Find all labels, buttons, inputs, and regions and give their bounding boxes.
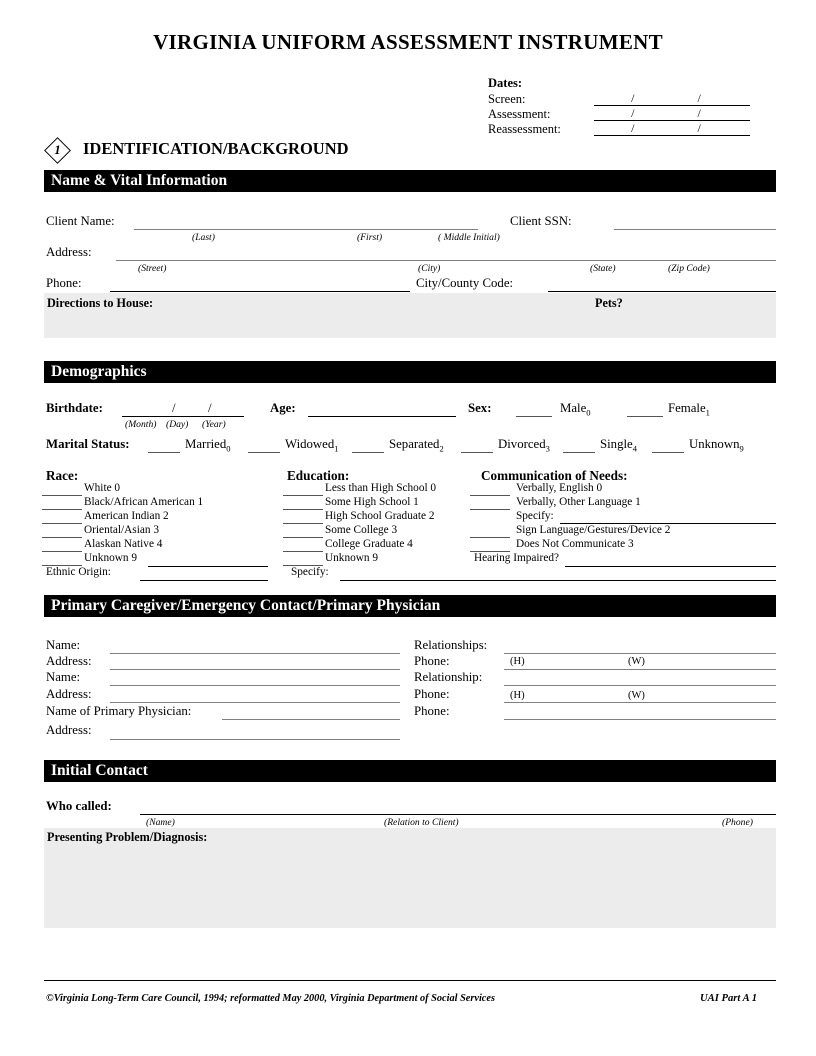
directions-to-house-label: Directions to House: bbox=[47, 296, 154, 310]
ethnic-origin-input[interactable] bbox=[140, 580, 268, 581]
race-alaskan-native-checkbox[interactable] bbox=[42, 551, 82, 552]
race-option-american-indian: American Indian 2 bbox=[84, 510, 169, 522]
caregiver-phone-2-home-mark: (H) bbox=[510, 690, 525, 701]
race-option-unknown: Unknown 9 bbox=[84, 552, 138, 564]
communication-option-verbally-other-language: Verbally, Other Language 1 bbox=[516, 496, 641, 508]
caregiver-phone-1-input[interactable] bbox=[504, 669, 776, 670]
marital-widowed-code: 1 bbox=[334, 443, 339, 454]
section-number: 1 bbox=[54, 142, 61, 157]
marital-single-checkbox[interactable] bbox=[563, 452, 595, 453]
race-option-alaskan-native: Alaskan Native 4 bbox=[84, 538, 163, 550]
race-oriental-asian-checkbox[interactable] bbox=[42, 537, 82, 538]
communication-specify-label: Specify: bbox=[516, 510, 554, 522]
sex-female-label: Female bbox=[668, 401, 706, 415]
marital-separated-checkbox[interactable] bbox=[352, 452, 384, 453]
communication-of-needs-label: Communication of Needs: bbox=[481, 468, 628, 483]
physician-phone-input[interactable] bbox=[504, 719, 776, 720]
client-name-input[interactable] bbox=[134, 229, 478, 230]
education-option-unknown: Unknown 9 bbox=[325, 552, 379, 564]
caption-day: (Day) bbox=[166, 419, 189, 430]
caregiver-relationship-2-label: Relationship: bbox=[414, 670, 483, 684]
caregiver-address-2-label: Address: bbox=[46, 687, 92, 701]
date-slash-marks-assessment: / / bbox=[631, 106, 731, 120]
education-specify-input[interactable] bbox=[340, 580, 776, 581]
marital-married-checkbox[interactable] bbox=[148, 452, 180, 453]
sex-male-option bbox=[560, 401, 591, 418]
caregiver-name-1-label: Name: bbox=[46, 638, 81, 652]
client-ssn-input[interactable] bbox=[614, 229, 776, 230]
band-initial-contact: Initial Contact bbox=[44, 760, 776, 782]
physician-phone-label: Phone: bbox=[414, 704, 450, 718]
section-marker bbox=[48, 140, 348, 164]
sex-female-option bbox=[668, 401, 710, 418]
caption-relation-to-client: (Relation to Client) bbox=[384, 817, 459, 828]
education-option-high-school-graduate: High School Graduate 2 bbox=[325, 510, 435, 522]
education-hs-graduate-checkbox[interactable] bbox=[283, 523, 323, 524]
physician-address-input[interactable] bbox=[110, 739, 400, 740]
marital-unknown-checkbox[interactable] bbox=[652, 452, 684, 453]
phone-input[interactable] bbox=[110, 291, 410, 292]
caregiver-relationships-input[interactable] bbox=[504, 653, 776, 654]
address-label: Address: bbox=[46, 245, 92, 259]
caption-caller-phone: (Phone) bbox=[722, 817, 753, 828]
birthdate-label: Birthdate: bbox=[46, 401, 103, 415]
education-option-some-high-school: Some High School 1 bbox=[325, 496, 419, 508]
race-label: Race: bbox=[46, 468, 79, 483]
sex-male-label: Male bbox=[560, 401, 587, 415]
dates-block bbox=[488, 76, 776, 137]
dates-heading: Dates: bbox=[488, 76, 523, 90]
directions-to-house-box[interactable] bbox=[44, 293, 776, 338]
sex-label: Sex: bbox=[468, 401, 492, 415]
caption-middle-initial: ( Middle Initial) bbox=[438, 232, 500, 243]
band-name-vital-information: Name & Vital Information bbox=[44, 170, 776, 192]
caregiver-phone-1-work-mark: (W) bbox=[628, 656, 645, 667]
caregiver-address-1-label: Address: bbox=[46, 654, 92, 668]
caption-zip-code: (Zip Code) bbox=[668, 263, 710, 274]
marital-widowed-checkbox[interactable] bbox=[248, 452, 280, 453]
marital-single-label: Single bbox=[600, 437, 633, 451]
marital-divorced-checkbox[interactable] bbox=[461, 452, 493, 453]
caregiver-relationships-label: Relationships: bbox=[414, 638, 488, 652]
education-some-college-checkbox[interactable] bbox=[283, 537, 323, 538]
presenting-problem-label: Presenting Problem/Diagnosis: bbox=[47, 830, 208, 844]
band-primary-caregiver: Primary Caregiver/Emergency Contact/Primary Physician bbox=[44, 595, 776, 617]
document-title: VIRGINIA UNIFORM ASSESSMENT INSTRUMENT bbox=[153, 30, 663, 54]
communication-verbally-english-checkbox[interactable] bbox=[470, 495, 510, 496]
caption-last: (Last) bbox=[192, 232, 215, 243]
marital-divorced-code: 3 bbox=[545, 443, 550, 454]
marital-widowed-label: Widowed bbox=[285, 437, 335, 451]
date-row-screen bbox=[488, 92, 776, 106]
caption-first: (First) bbox=[357, 232, 383, 243]
caregiver-address-1-input[interactable] bbox=[110, 669, 400, 670]
marital-unknown-option bbox=[689, 437, 744, 454]
race-american-indian-checkbox[interactable] bbox=[42, 523, 82, 524]
who-called-label: Who called: bbox=[46, 799, 112, 813]
birthdate-slash-2: / bbox=[208, 401, 212, 415]
marital-divorced-option bbox=[498, 437, 550, 454]
sex-male-code: 0 bbox=[586, 407, 591, 418]
footer-divider bbox=[44, 980, 776, 981]
education-some-hs-checkbox[interactable] bbox=[283, 509, 323, 510]
hearing-impaired-input[interactable] bbox=[565, 566, 776, 567]
communication-verbally-other-checkbox[interactable] bbox=[470, 509, 510, 510]
sex-female-code: 1 bbox=[705, 407, 710, 418]
caregiver-phone-1-home-mark: (H) bbox=[510, 656, 525, 667]
date-label-reassessment: Reassessment: bbox=[488, 122, 561, 136]
education-option-less-than-high-school: Less than High School 0 bbox=[325, 482, 437, 494]
communication-option-verbally-english: Verbally, English 0 bbox=[516, 482, 603, 494]
caregiver-phone-2-work-mark: (W) bbox=[628, 690, 645, 701]
race-option-white: White 0 bbox=[84, 482, 121, 494]
client-ssn-label: Client SSN: bbox=[510, 214, 572, 228]
marital-single-option bbox=[600, 437, 637, 454]
education-college-graduate-checkbox[interactable] bbox=[283, 551, 323, 552]
education-specify-label: Specify: bbox=[291, 566, 329, 578]
city-county-code-label: City/County Code: bbox=[416, 276, 514, 290]
city-county-code-input[interactable] bbox=[548, 291, 776, 292]
section-title: IDENTIFICATION/BACKGROUND bbox=[83, 139, 349, 158]
age-label: Age: bbox=[270, 401, 296, 415]
marital-separated-code: 2 bbox=[439, 443, 444, 454]
caption-caller-name: (Name) bbox=[146, 817, 175, 828]
caregiver-phone-1-label: Phone: bbox=[414, 654, 450, 668]
caregiver-relationship-2-input[interactable] bbox=[504, 685, 776, 686]
communication-option-does-not-communicate: Does Not Communicate 3 bbox=[516, 538, 634, 550]
client-name-label: Client Name: bbox=[46, 214, 115, 228]
phone-label: Phone: bbox=[46, 276, 82, 290]
primary-physician-name-input[interactable] bbox=[222, 719, 400, 720]
caregiver-phone-2-label: Phone: bbox=[414, 687, 450, 701]
date-row-assessment bbox=[488, 107, 776, 121]
education-label: Education: bbox=[287, 468, 350, 483]
race-option-black-african-american: Black/African American 1 bbox=[84, 496, 204, 508]
sex-female-checkbox[interactable] bbox=[627, 416, 663, 417]
marital-separated-label: Separated bbox=[389, 437, 440, 451]
race-black-checkbox[interactable] bbox=[42, 509, 82, 510]
primary-physician-name-label: Name of Primary Physician: bbox=[46, 704, 192, 718]
footer-page-id: UAI Part A 1 bbox=[700, 993, 758, 1004]
caption-state: (State) bbox=[590, 263, 616, 274]
date-slash-marks-screen: / / bbox=[631, 91, 731, 105]
sex-male-checkbox[interactable] bbox=[516, 416, 552, 417]
caregiver-phone-2-input[interactable] bbox=[504, 702, 776, 703]
education-less-than-hs-checkbox[interactable] bbox=[283, 495, 323, 496]
hearing-impaired-label: Hearing Impaired? bbox=[474, 552, 559, 564]
footer-copyright: ©Virginia Long-Term Care Council, 1994; reformatted May 2000, Virginia Department of Social Services bbox=[46, 993, 495, 1004]
marital-married-option bbox=[185, 437, 230, 454]
pets-label: Pets? bbox=[595, 296, 623, 310]
ethnic-origin-label: Ethnic Origin: bbox=[46, 566, 111, 578]
race-white-checkbox[interactable] bbox=[42, 495, 82, 496]
caption-city: (City) bbox=[418, 263, 441, 274]
caregiver-address-2-input[interactable] bbox=[110, 702, 400, 703]
date-row-reassessment bbox=[488, 122, 776, 136]
education-option-college-graduate: College Graduate 4 bbox=[325, 538, 413, 550]
marital-widowed-option bbox=[285, 437, 339, 454]
physician-address-label: Address: bbox=[46, 723, 92, 737]
marital-married-code: 0 bbox=[226, 443, 231, 454]
birthdate-slash-1: / bbox=[172, 401, 176, 415]
caption-street: (Street) bbox=[138, 263, 167, 274]
marital-status-label: Marital Status: bbox=[46, 437, 130, 451]
race-option-oriental-asian: Oriental/Asian 3 bbox=[84, 524, 159, 536]
marital-separated-option bbox=[389, 437, 444, 454]
marital-single-code: 4 bbox=[632, 443, 637, 454]
age-input[interactable] bbox=[308, 416, 456, 417]
caregiver-name-1-input[interactable] bbox=[110, 653, 400, 654]
marital-unknown-code: 9 bbox=[739, 443, 744, 454]
band-demographics: Demographics bbox=[44, 361, 776, 383]
address-input[interactable] bbox=[116, 260, 776, 261]
caption-year: (Year) bbox=[202, 419, 226, 430]
education-option-some-college: Some College 3 bbox=[325, 524, 398, 536]
race-other-input[interactable] bbox=[148, 566, 268, 567]
who-called-input[interactable] bbox=[140, 814, 776, 815]
caregiver-name-2-input[interactable] bbox=[110, 685, 400, 686]
marital-divorced-label: Divorced bbox=[498, 437, 546, 451]
date-label-screen: Screen: bbox=[488, 92, 526, 106]
birthdate-input[interactable] bbox=[122, 416, 244, 417]
date-label-assessment: Assessment: bbox=[488, 107, 551, 121]
caption-month: (Month) bbox=[125, 419, 157, 430]
marital-unknown-label: Unknown bbox=[689, 437, 740, 451]
communication-option-sign-language: Sign Language/Gestures/Device 2 bbox=[516, 524, 671, 536]
marital-married-label: Married bbox=[185, 437, 227, 451]
caregiver-name-2-label: Name: bbox=[46, 670, 81, 684]
communication-sign-language-checkbox[interactable] bbox=[470, 537, 510, 538]
date-slash-marks-reassessment: / / bbox=[631, 121, 731, 135]
